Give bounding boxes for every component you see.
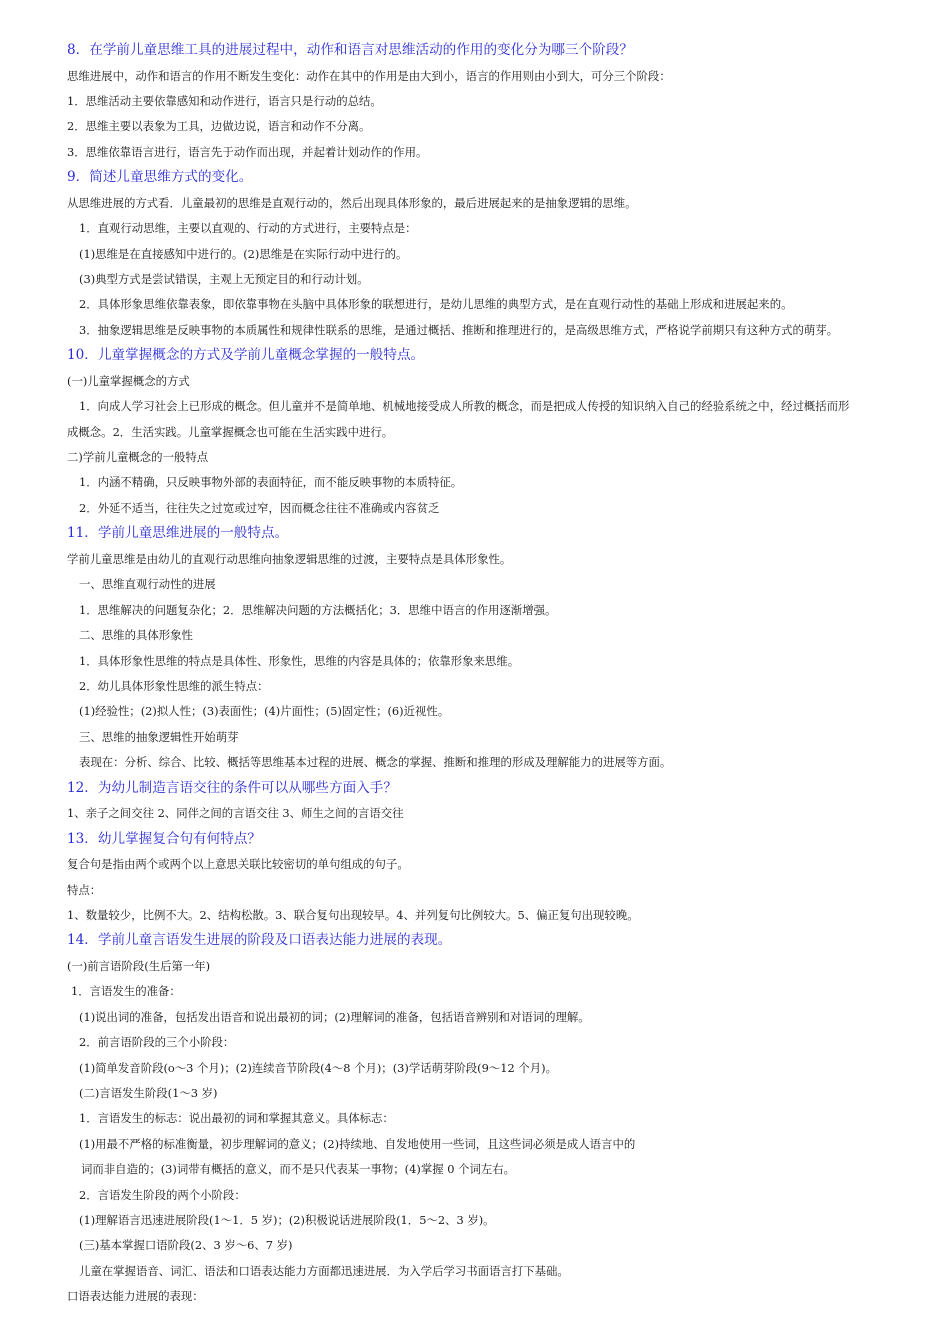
question-10-heading: 10．儿童掌握概念的方式及学前儿童概念掌握的一般特点。 (67, 347, 425, 364)
q14-stage-2-item-2-detail: (1)理解语言迅速进展阶段(1～1．5 岁)；(2)积极说话进展阶段(1．5～2、3 岁)。 (79, 1213, 495, 1227)
q9-item-3: 3．抽象逻辑思维是反映事物的本质属性和规律性联系的思维，是通过概括、推断和推理进行的，是高级思维方式，严格说学前期只有这种方式的萌芽。 (79, 322, 839, 337)
q11-sub2-item-1: 1．具体形象性思维的特点是具体性、形象性，思维的内容是具体的；依靠形象来思维。 (79, 653, 520, 668)
q14-stage-2-item-1-detail: (1)用最不严格的标准衡量，初步理解词的意义；(2)持续地、自发地使用一些词，且这些词必须是成人语言中的 (79, 1136, 636, 1151)
q13-features: 1、数量较少，比例不大。2、结构松散。3、联合复句出现较早。4、并列复句比例较大。5、偏正复句出现较晚。 (67, 907, 639, 922)
q11-sub2-item-2: 2．幼儿具体形象性思维的派生特点： (79, 678, 269, 693)
q8-item-2: 2．思维主要以表象为工具，边做边说，语言和动作不分离。 (67, 119, 371, 134)
q11-intro: 学前儿童思维是由幼儿的直观行动思维向抽象逻辑思维的过渡，主要特点是具体形象性。 (67, 551, 512, 566)
q9-item-1-sub-a: (1)思维是在直接感知中进行的。(2)思维是在实际行动中进行的。 (79, 246, 408, 261)
q8-intro: 思维进展中，动作和语言的作用不断发生变化：动作在其中的作用是由大到小，语言的作用则由小到大，可分三个阶段： (67, 68, 671, 83)
q12-answer: 1、亲子之间交往 2、同伴之间的言语交往 3、师生之间的言语交往 (67, 806, 404, 821)
q13-features-label: 特点： (67, 882, 102, 897)
q10-subheading-1: (一)儿童掌握概念的方式 (67, 373, 190, 388)
q10-feature-1: 1．内涵不精确，只反映事物外部的表面特征，而不能反映事物的本质特征。 (79, 475, 463, 490)
q14-stage-1-heading: (一)前言语阶段(生后第一年) (67, 958, 211, 973)
question-9-heading: 9．简述儿童思维方式的变化。 (67, 169, 253, 186)
question-8-heading: 8．在学前儿童思维工具的进展过程中，动作和语言对思维活动的作用的变化分为哪三个阶段？ (67, 42, 633, 58)
q10-feature-2: 2．外延不适当，往往失之过宽或过窄，因而概念往往不准确或内容贫乏 (79, 500, 440, 515)
q14-stage-2-heading: (二)言语发生阶段(1～3 岁) (79, 1085, 218, 1100)
q14-stage-1-item-1-detail: (1)说出词的准备，包括发出语音和说出最初的词；(2)理解词的准备，包括语音辨别和对语词的理解。 (79, 1009, 590, 1024)
q9-item-2: 2．具体形象思维依靠表象，即依靠事物在头脑中具体形象的联想进行，是幼儿思维的典型方式，是在直观行动性的基础上形成和进展起来的。 (79, 297, 793, 312)
q10-subheading-2: 二)学前儿童概念的一般特点 (67, 450, 209, 465)
q9-item-1-sub-b: (3)典型方式是尝试错误，主观上无预定目的和行动计划。 (79, 272, 369, 287)
question-11-heading: 11．学前儿童思维进展的一般特点。 (67, 525, 289, 542)
q11-sub1-items: 1．思维解决的问题复杂化；2．思维解决问题的方法概括化；3．思维中语言的作用逐渐增强。 (79, 602, 557, 617)
question-13-heading: 13．幼儿掌握复合句有何特点？ (67, 830, 262, 847)
q14-oral-expression-label: 口语表达能力进展的表现： (67, 1289, 204, 1304)
q11-sub3-desc: 表现在：分析、综合、比较、概括等思维基本过程的进展、概念的掌握、推断和推理的形成及理解能力的进展等方面。 (79, 755, 672, 770)
q8-item-1: 1．思维活动主要依靠感知和动作进行，语言只是行动的总结。 (67, 94, 382, 108)
q10-item-1: 1．向成人学习社会上已形成的概念。但儿童并不是简单地、机械地接受成人所教的概念，而是把成人传授的知识纳入自己的经验系统之中，经过概括而形 (79, 399, 850, 414)
q14-stage-1-item-1: 1．言语发生的准备： (71, 984, 181, 999)
q14-stage-2-item-1: 1．言语发生的标志：说出最初的词和掌握其意义。具体标志： (79, 1111, 394, 1126)
q11-sub2-traits: (1)经验性；(2)拟人性；(3)表面性；(4)片面性；(5)固定性；(6)近视性。 (79, 704, 450, 719)
question-12-heading: 12．为幼儿制造言语交往的条件可以从哪些方面入手？ (67, 779, 397, 796)
q13-definition: 复合句是指由两个或两个以上意思关联比较密切的单句组成的句子。 (67, 857, 409, 872)
q14-stage-1-item-2-detail: (1)简单发音阶段(o～3 个月)；(2)连续音节阶段(4～8 个月)；(3)学话萌芽阶段(9～12 个月)。 (79, 1060, 557, 1075)
q14-stage-3-desc: 儿童在掌握语音、词汇、语法和口语表达能力方面都迅速进展．为入学后学习书面语言打下基础。 (79, 1263, 569, 1278)
q11-subheading-3: 三、思维的抽象逻辑性开始萌芽 (79, 729, 239, 744)
q11-subheading-1: 一、思维直观行动性的进展 (79, 577, 216, 592)
q9-intro: 从思维进展的方式看．儿童最初的思维是直观行动的，然后出现具体形象的，最后进展起来的是抽象逻辑的思维。 (67, 195, 637, 210)
q10-item-1-cont: 成概念。2．生活实践。儿童掌握概念也可能在生活实践中进行。 (67, 424, 394, 439)
q14-stage-1-item-2: 2．前言语阶段的三个小阶段： (79, 1035, 235, 1050)
q14-stage-2-item-1-detail-cont: 词而非自造的；(3)词带有概括的意义，而不是只代表某一事物；(4)掌握 0 个词左右。 (81, 1162, 516, 1177)
q9-item-1: 1．直观行动思维，主要以直观的、行动的方式进行，主要特点是： (79, 221, 417, 236)
q14-stage-2-item-2: 2．言语发生阶段的两个小阶段： (79, 1187, 246, 1202)
document-page (67, 38, 897, 1310)
q11-subheading-2: 二、思维的具体形象性 (79, 628, 193, 643)
question-14-heading: 14．学前儿童言语发生进展的阶段及口语表达能力进展的表现。 (67, 932, 452, 949)
q14-stage-3-heading: (三)基本掌握口语阶段(2、3 岁～6、7 岁) (79, 1238, 293, 1253)
q8-item-3: 3．思维依靠语言进行，语言先于动作而出现，并起着计划动作的作用。 (67, 144, 428, 159)
